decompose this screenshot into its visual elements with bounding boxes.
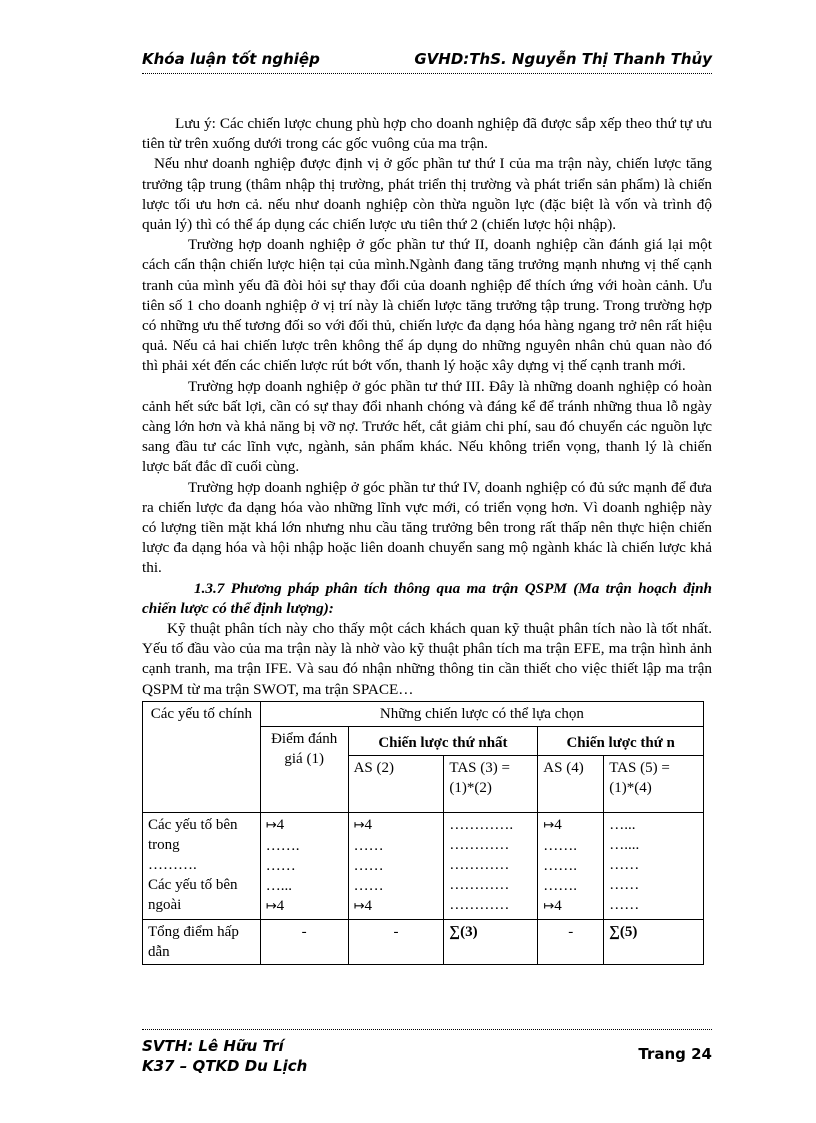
cell-dots: …… (353, 857, 384, 874)
cell-dots: ……. (543, 837, 578, 854)
qspm-table (142, 701, 704, 965)
paragraph-note: Lưu ý: Các chiến lược chung phù hợp cho doanh nghiệp đã được sắp xếp theo thứ tự ưu tiên từ trên xuống dưới trong các gốc vuông của ma trận. (142, 115, 712, 153)
paragraph-quadrant-4: Trường hợp doanh nghiệp ở góc phần tư thứ IV, doanh nghiệp có đủ sức mạnh để đưa ra chiến lược đa dạng hóa vào những lĩnh vực mới, có triển vọng hơn. Vì doanh nghiệp này có lượng tiền mặt khá lớn nhưng nhu cầu tăng trưởng bên trong rất thấp nên thực hiện chiến lược đa dạng hóa và hội nhập hoặc liên doanh chuyển sang mộ ngành khác là chiến lược khả thi. (142, 478, 712, 577)
cell-dots: ……. (543, 857, 578, 874)
cell-dots: ….... (609, 836, 640, 853)
header-key-factors: Các yếu tố chính (143, 701, 261, 812)
arrow-value: 4 (364, 897, 372, 914)
cell-dots: …... (609, 816, 636, 833)
section-heading-text: Phương pháp phân tích thông qua ma trận QSPM (Ma trận hoạch định chiến lược có thể định lượng): (142, 579, 713, 617)
cell-dots: …… (609, 896, 640, 913)
cell-dots: ……. (543, 877, 578, 894)
paragraph-quadrant-1: Nếu như doanh nghiệp được định vị ở gốc phần tư thứ I của ma trận này, chiến lược tăng trưởng tập trung (thâm nhập thị trường, phát triển thị trường và phát triển sản phẩm) là chiến lược tối ưu hơn cả. nếu như doanh nghiệp còn thừa nguồn lực (đặc biệt là vốn và trình độ quản lý) thì có thể áp dụng các chiến lược ưu tiên thứ 2 (chiến lược hội nhập). (142, 155, 712, 234)
row-total-score: Tổng điểm hấp dẫn (143, 919, 261, 964)
section-heading (142, 579, 712, 619)
footer-author: SVTH: Lê Hữu Trí (142, 1037, 284, 1055)
col-tas-3-values (444, 812, 538, 919)
total-score-dash: - (260, 919, 348, 964)
cell-dots: ………… (449, 876, 510, 893)
cell-dots: …… (353, 877, 384, 894)
table-row (143, 812, 704, 919)
cell-dots: …… (353, 837, 384, 854)
footer-class: K37 – QTKD Du Lịch (142, 1057, 308, 1075)
col-as-4-values (538, 812, 604, 919)
arrow-icon: ↦ (353, 817, 365, 833)
cell-dots: …… (609, 856, 640, 873)
header-strategy-options: Những chiến lược có thể lựa chọn (260, 701, 703, 726)
arrow-value: 4 (554, 897, 562, 914)
col-score-values (260, 812, 348, 919)
page-number: Trang 24 (638, 1045, 712, 1063)
header-strategy-n: Chiến lược thứ n (538, 726, 704, 755)
total-as4-dash: - (538, 919, 604, 964)
total-sum-3: ∑(3) (444, 919, 538, 964)
arrow-icon: ↦ (543, 817, 555, 833)
header-title: Khóa luận tốt nghiệp (142, 50, 320, 68)
cell-dots: ………… (449, 856, 510, 873)
header-strategy-first: Chiến lược thứ nhất (348, 726, 538, 755)
col-tas-5-values (604, 812, 704, 919)
arrow-icon: ↦ (265, 898, 277, 914)
header-tas-3: TAS (3) = (1)*(2) (444, 755, 538, 812)
section-number: 1.3.7 (194, 579, 225, 597)
cell-dots: ……. (265, 837, 300, 854)
table-row (143, 919, 704, 964)
header-as-2: AS (2) (348, 755, 444, 812)
cell-dots: …… (265, 857, 296, 874)
cell-dots: ………… (449, 836, 510, 853)
arrow-icon: ↦ (353, 898, 365, 914)
arrow-icon: ↦ (265, 817, 277, 833)
arrow-value: 4 (364, 816, 372, 833)
footer-divider (142, 1029, 712, 1030)
arrow-value: 4 (554, 816, 562, 833)
header-advisor: GVHD:ThS. Nguyễn Thị Thanh Thủy (414, 50, 712, 68)
header-tas-5: TAS (5) = (1)*(4) (604, 755, 704, 812)
row-inside-factors: Các yếu tố bên trong (148, 816, 238, 853)
page-header (142, 50, 712, 72)
arrow-icon: ↦ (543, 898, 555, 914)
row-dots: ………. (148, 856, 197, 873)
cell-dots: ………… (449, 896, 510, 913)
cell-dots: …… (609, 876, 640, 893)
header-score: Điểm đánh giá (1) (260, 726, 348, 812)
arrow-value: 4 (276, 816, 285, 833)
paragraph-qspm: Kỹ thuật phân tích này cho thấy một cách khách quan kỹ thuật phân tích nào là tốt nhất. Yếu tố đầu vào của ma trận này là nhờ vào kỹ thuật phân tích ma trận EFE, ma trận hình ảnh cạnh tranh, ma trận IFE. Và sau đó nhận những thông tin cần thiết cho việc thiết lập ma trận QSPM từ ma trận SWOT, ma trận SPACE… (142, 620, 712, 698)
cell-dots: …………. (449, 816, 514, 833)
paragraph-quadrant-2: Trường hợp doanh nghiệp ở gốc phần tư thứ II, doanh nghiệp cần đánh giá lại một cách cẩn thận chiến lược hiện tại của mình.Ngành đang tăng trưởng mạnh nhưng vị thế cạnh tranh của mình yếu đã đòi hỏi sự thay đổi của doanh nghiệp để thích ứng với hoàn cảnh. Ưu tiên số 1 cho doanh nghiệp ở vị trí này là chiến lược tăng trưởng tập trung. Trong trường hợp có những ưu thế tương đối so với đối thủ, chiến lược đa dạng hóa hàng ngang trở nên rất hiệu quả. Nếu cả hai chiến lược trên không thể áp dụng do những nguyên nhân chủ quan nào đó thì phải xét đến các chiến lược rút bớt vốn, thanh lý hoặc xây dựng vị thế cạnh tranh mới. (142, 236, 712, 375)
header-divider (142, 73, 712, 74)
header-as-4: AS (4) (538, 755, 604, 812)
cell-dots: …... (265, 877, 293, 894)
paragraph-quadrant-3: Trường hợp doanh nghiệp ở góc phần tư thứ III. Đây là những doanh nghiệp có hoàn cảnh hết sức bất lợi, cần có sự thay đổi nhanh chóng và đáng kể để tránh những thua lỗ ngày càng lớn hơn và khả năng bị vỡ nợ. Trước hết, cắt giảm chi phí, sau đó chuyển các nguồn lực sang đầu tư các lĩnh vực, ngành, sản phẩm khác. Nếu không triển vọng, thanh lý là chiến lược bất đắc dĩ cuối cùng. (142, 377, 712, 476)
arrow-value: 4 (276, 897, 285, 914)
page-footer (142, 1036, 712, 1076)
body-content (142, 114, 712, 965)
row-factors (143, 812, 261, 919)
row-outside-factors: Các yếu tố bên ngoài (148, 876, 238, 913)
total-as2-dash: - (348, 919, 444, 964)
col-as-2-values (348, 812, 444, 919)
total-sum-5: ∑(5) (604, 919, 704, 964)
